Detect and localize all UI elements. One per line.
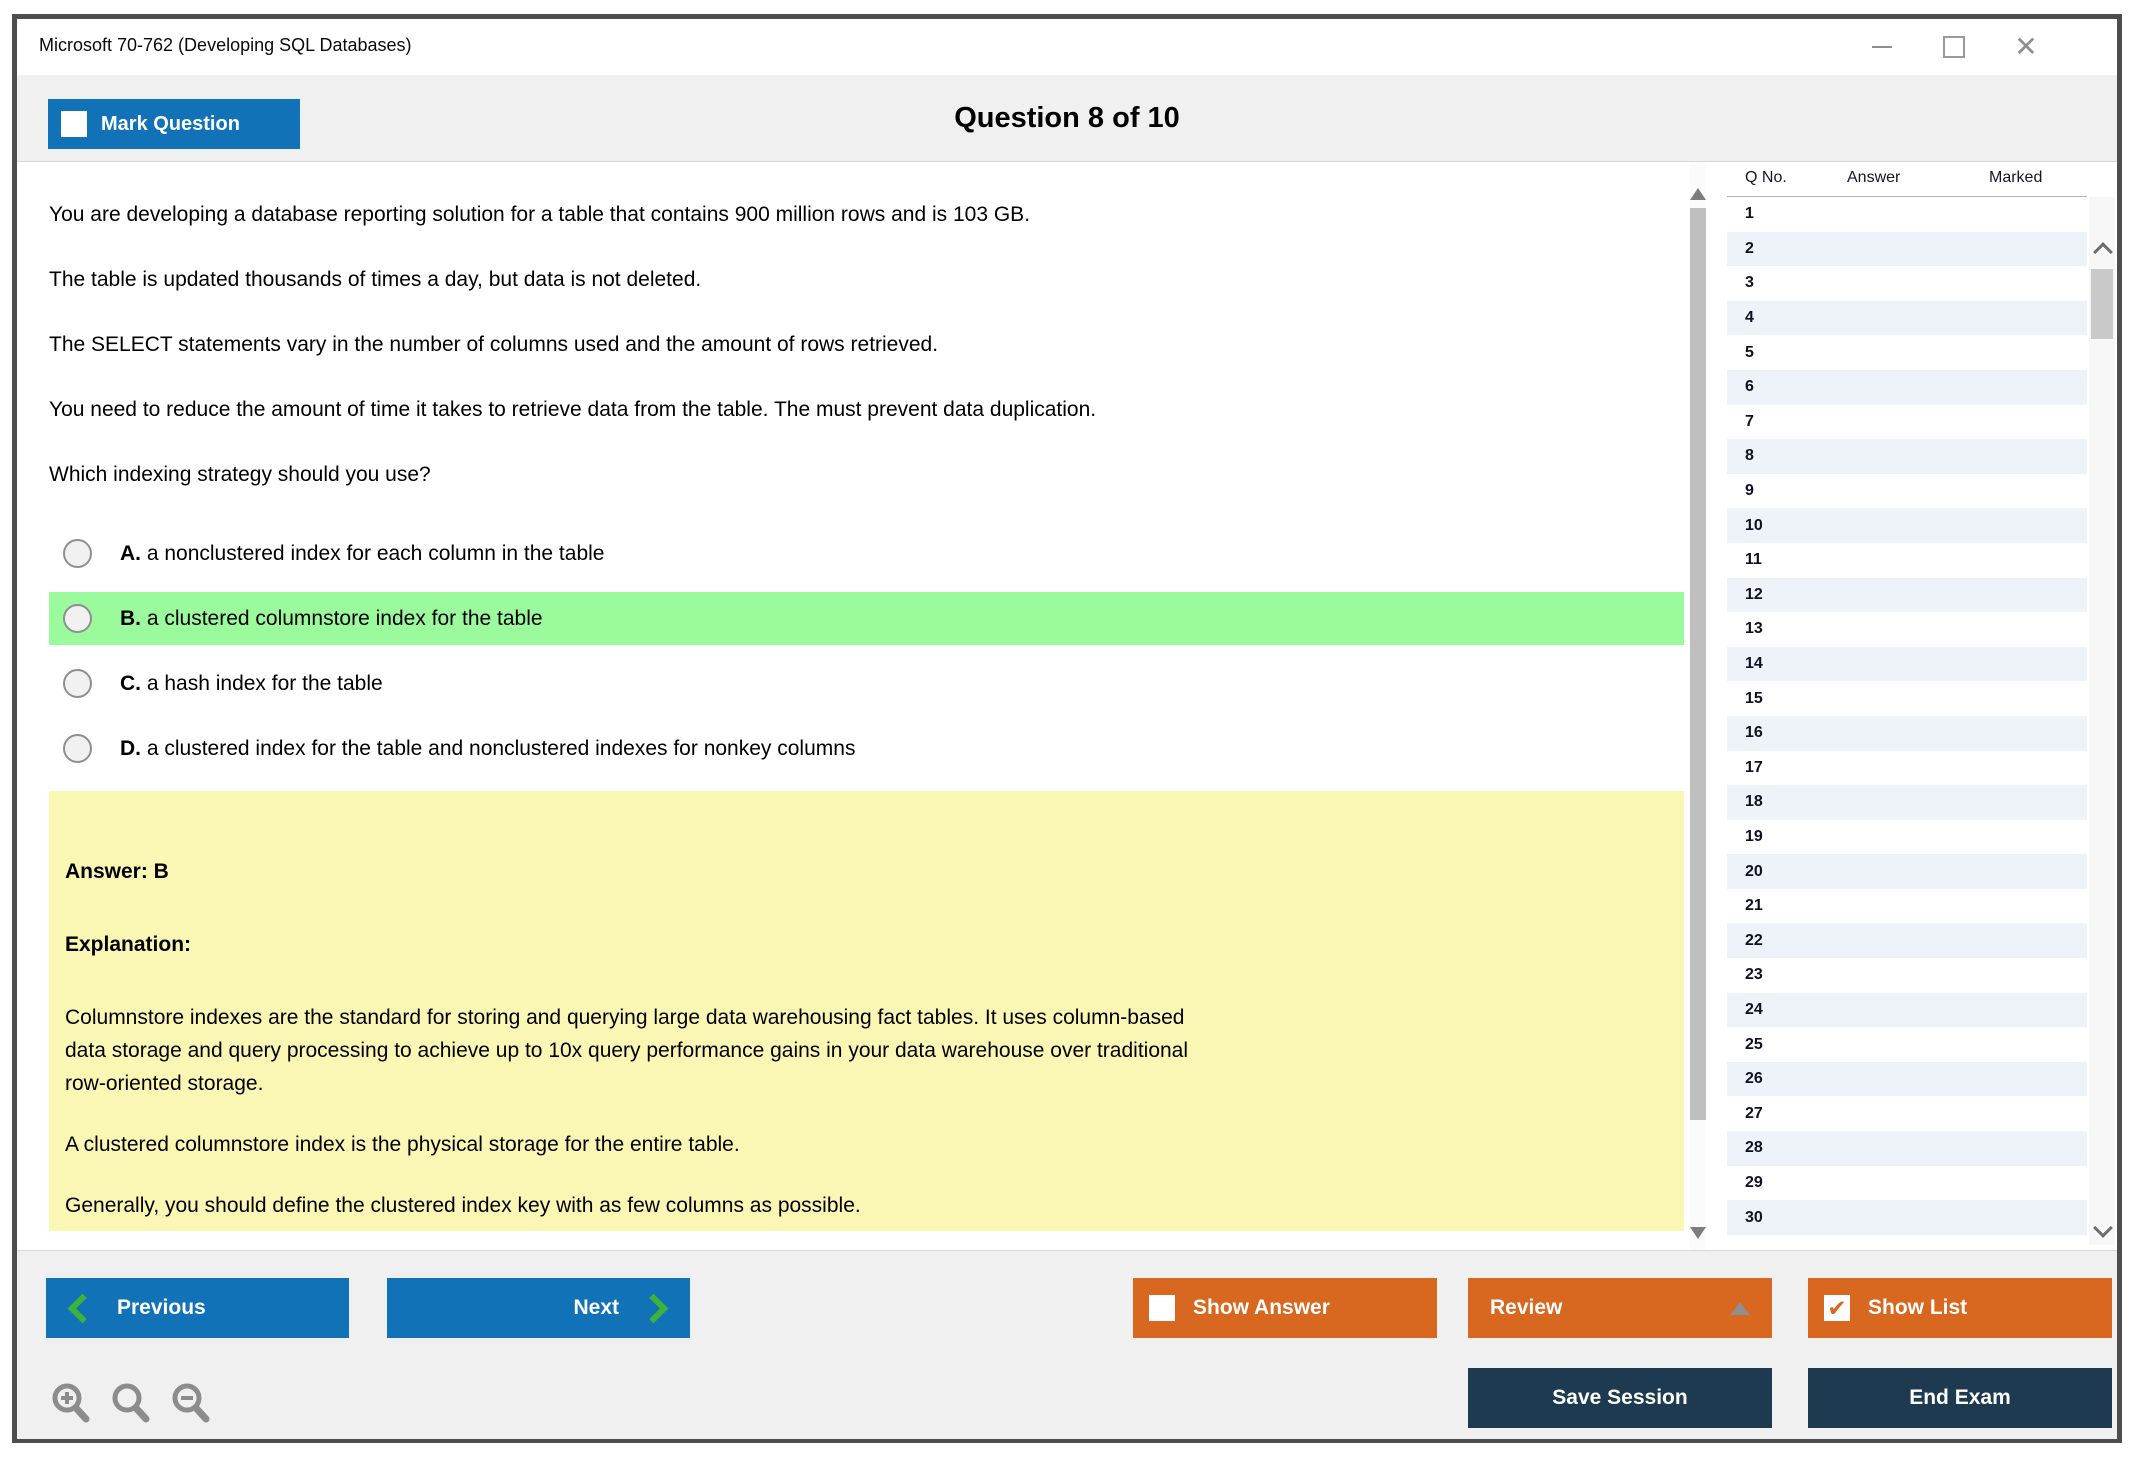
question-number-cell: 18 bbox=[1745, 793, 1763, 811]
question-number-cell: 21 bbox=[1745, 897, 1763, 915]
question-number-cell: 29 bbox=[1745, 1173, 1763, 1191]
question-scrollbar-thumb[interactable] bbox=[1690, 208, 1706, 1120]
table-row[interactable] bbox=[1727, 1062, 2087, 1097]
maximize-button[interactable] bbox=[1941, 34, 1967, 60]
question-number-cell: 7 bbox=[1745, 412, 1754, 430]
question-number-cell: 10 bbox=[1745, 516, 1763, 534]
close-icon: ✕ bbox=[2014, 31, 2038, 62]
question-number-cell: 16 bbox=[1745, 724, 1763, 742]
question-area bbox=[17, 162, 1688, 1251]
question-number-cell: 12 bbox=[1745, 585, 1763, 603]
question-number-cell: 19 bbox=[1745, 827, 1763, 845]
list-scroll-down-icon[interactable] bbox=[2093, 1218, 2113, 1238]
review-button[interactable] bbox=[1468, 1278, 1772, 1338]
question-number-cell: 24 bbox=[1745, 1000, 1763, 1018]
zoom-controls bbox=[48, 1381, 216, 1429]
end-exam-button[interactable] bbox=[1808, 1368, 2112, 1428]
app-window bbox=[12, 14, 2122, 1443]
show-answer-button[interactable] bbox=[1133, 1278, 1437, 1338]
table-row[interactable] bbox=[1727, 958, 2087, 993]
explanation-paragraph: A clustered columnstore index is the physical storage for the entire table. bbox=[65, 1133, 740, 1156]
question-paragraph: Which indexing strategy should you use? bbox=[49, 463, 431, 486]
previous-label: Previous bbox=[117, 1296, 206, 1319]
option-row-a[interactable] bbox=[49, 527, 1684, 580]
table-row[interactable] bbox=[1727, 543, 2087, 578]
question-paragraph: You need to reduce the amount of time it takes to retrieve data from the table. The must prevent data duplication. bbox=[49, 398, 1097, 421]
question-number-cell: 20 bbox=[1745, 862, 1763, 880]
maximize-icon bbox=[1943, 36, 1965, 58]
question-number-cell: 14 bbox=[1745, 655, 1763, 673]
save-session-button[interactable] bbox=[1468, 1368, 1772, 1428]
review-label: Review bbox=[1490, 1296, 1563, 1319]
explanation-box bbox=[49, 791, 1684, 1231]
question-number-cell: 25 bbox=[1745, 1035, 1763, 1053]
show-answer-label: Show Answer bbox=[1193, 1296, 1330, 1319]
question-number-cell: 26 bbox=[1745, 1070, 1763, 1088]
option-label: A. a nonclustered index for each column in the table bbox=[120, 541, 605, 565]
question-scrollbar[interactable] bbox=[1690, 162, 1706, 1251]
question-number-cell: 30 bbox=[1745, 1208, 1763, 1226]
question-text bbox=[49, 202, 1688, 488]
header-band bbox=[17, 75, 2117, 161]
option-radio[interactable] bbox=[63, 734, 92, 763]
column-header-marked: Marked bbox=[1989, 169, 2043, 186]
option-radio[interactable] bbox=[63, 604, 92, 633]
explanation-heading: Explanation: bbox=[65, 933, 192, 956]
close-button[interactable] bbox=[2013, 31, 2039, 62]
window-title: Microsoft 70-762 (Developing SQL Databases) bbox=[39, 35, 412, 55]
question-number-cell: 11 bbox=[1745, 551, 1762, 569]
table-row[interactable] bbox=[1727, 751, 2087, 786]
option-radio[interactable] bbox=[63, 669, 92, 698]
chevron-right-icon bbox=[639, 1293, 669, 1323]
table-row[interactable] bbox=[1727, 854, 2087, 889]
question-list-panel bbox=[1727, 162, 2117, 1251]
question-paragraph: The table is updated thousands of times a day, but data is not deleted. bbox=[49, 268, 702, 291]
option-row-c[interactable] bbox=[49, 657, 1684, 710]
list-scroll-up-icon[interactable] bbox=[2093, 242, 2113, 262]
scroll-up-arrow-icon[interactable] bbox=[1690, 188, 1706, 200]
save-session-label: Save Session bbox=[1552, 1386, 1688, 1409]
show-list-button[interactable] bbox=[1808, 1278, 2112, 1338]
table-row[interactable] bbox=[1727, 578, 2087, 613]
footer-bar bbox=[17, 1250, 2117, 1439]
explanation-paragraph: Columnstore indexes are the standard for storing and querying large data warehousing fact tables. It uses column-based data storage and query processing to achieve up to 10x query performance gains in your data warehouse over traditional row-oriented storage. bbox=[65, 1006, 1189, 1095]
table-row[interactable] bbox=[1727, 335, 2087, 370]
table-row[interactable] bbox=[1727, 1166, 2087, 1201]
question-number-cell: 4 bbox=[1745, 309, 1754, 327]
table-row[interactable] bbox=[1727, 820, 2087, 855]
minimize-icon bbox=[1872, 46, 1892, 48]
table-row[interactable] bbox=[1727, 197, 2087, 232]
table-row[interactable] bbox=[1727, 1027, 2087, 1062]
table-row[interactable] bbox=[1727, 474, 2087, 509]
mark-question-label: Mark Question bbox=[101, 112, 240, 135]
question-paragraph: The SELECT statements vary in the number of columns used and the amount of rows retrieved. bbox=[49, 333, 939, 356]
table-row[interactable] bbox=[1727, 301, 2087, 336]
chevron-left-icon bbox=[68, 1293, 98, 1323]
table-row[interactable] bbox=[1727, 647, 2087, 682]
table-row[interactable] bbox=[1727, 1131, 2087, 1166]
previous-button[interactable] bbox=[46, 1278, 349, 1338]
next-label: Next bbox=[573, 1296, 619, 1319]
option-label: D. a clustered index for the table and nonclustered indexes for nonkey columns bbox=[120, 736, 856, 760]
option-radio[interactable] bbox=[63, 539, 92, 568]
title-bar bbox=[17, 19, 2117, 75]
table-row[interactable] bbox=[1727, 508, 2087, 543]
question-number-cell: 13 bbox=[1745, 620, 1763, 638]
next-button[interactable] bbox=[387, 1278, 690, 1338]
triangle-up-icon bbox=[1730, 1302, 1750, 1315]
option-row-d[interactable] bbox=[49, 722, 1684, 775]
show-list-label: Show List bbox=[1868, 1296, 1968, 1319]
checkmark-icon: ✔ bbox=[1827, 1294, 1847, 1321]
question-number-cell: 6 bbox=[1745, 378, 1754, 396]
answer-line: Answer: B bbox=[65, 860, 169, 883]
table-row[interactable] bbox=[1727, 612, 2087, 647]
question-list-header bbox=[1727, 162, 2087, 197]
table-row[interactable] bbox=[1727, 439, 2087, 474]
option-label: C. a hash index for the table bbox=[120, 671, 383, 695]
mark-question-checkbox[interactable] bbox=[61, 111, 87, 137]
question-list-rows bbox=[1727, 197, 2087, 1235]
zoom-out-icon[interactable] bbox=[168, 1381, 216, 1429]
table-row[interactable] bbox=[1727, 923, 2087, 958]
table-row[interactable] bbox=[1727, 889, 2087, 924]
end-exam-label: End Exam bbox=[1909, 1386, 2011, 1409]
table-row[interactable] bbox=[1727, 1200, 2087, 1235]
scroll-down-arrow-icon[interactable] bbox=[1690, 1227, 1706, 1239]
table-row[interactable] bbox=[1727, 405, 2087, 440]
option-row-b[interactable] bbox=[49, 592, 1684, 645]
question-number-cell: 17 bbox=[1745, 758, 1763, 776]
table-row[interactable] bbox=[1727, 370, 2087, 405]
zoom-in-icon[interactable] bbox=[48, 1381, 96, 1429]
table-row[interactable] bbox=[1727, 232, 2087, 267]
question-number-cell: 27 bbox=[1745, 1104, 1763, 1122]
question-number-cell: 8 bbox=[1745, 447, 1754, 465]
question-number-cell: 15 bbox=[1745, 689, 1763, 707]
minimize-button[interactable] bbox=[1869, 34, 1895, 60]
zoom-reset-icon[interactable] bbox=[108, 1381, 156, 1429]
question-number-cell: 1 bbox=[1745, 205, 1754, 223]
column-header-answer: Answer bbox=[1847, 169, 1901, 186]
question-counter: Question 8 of 10 bbox=[954, 101, 1180, 134]
question-number-cell: 5 bbox=[1745, 343, 1754, 361]
table-row[interactable] bbox=[1727, 266, 2087, 301]
table-row[interactable] bbox=[1727, 785, 2087, 820]
option-label: B. a clustered columnstore index for the table bbox=[120, 606, 543, 630]
show-list-checkbox[interactable] bbox=[1824, 1295, 1850, 1321]
table-row[interactable] bbox=[1727, 1096, 2087, 1131]
explanation-paragraph: Generally, you should define the clustered index key with as few columns as possible. bbox=[65, 1194, 861, 1217]
explanation-body bbox=[65, 1001, 1664, 1222]
question-paragraph: You are developing a database reporting solution for a table that contains 900 million rows and is 103 GB. bbox=[49, 203, 1031, 226]
content-area bbox=[17, 161, 2117, 1251]
options-list bbox=[49, 527, 1684, 775]
table-row[interactable] bbox=[1727, 993, 2087, 1028]
question-number-cell: 2 bbox=[1745, 239, 1754, 257]
table-row[interactable] bbox=[1727, 716, 2087, 751]
column-header-qno: Q No. bbox=[1745, 169, 1787, 186]
mark-question-button[interactable] bbox=[48, 99, 300, 149]
list-scrollbar[interactable] bbox=[2089, 197, 2115, 1245]
question-number-cell: 22 bbox=[1745, 931, 1763, 949]
question-number-cell: 9 bbox=[1745, 482, 1754, 500]
list-scrollbar-thumb[interactable] bbox=[2091, 269, 2113, 339]
table-row[interactable] bbox=[1727, 681, 2087, 716]
question-number-cell: 28 bbox=[1745, 1139, 1763, 1157]
show-answer-checkbox[interactable] bbox=[1149, 1295, 1175, 1321]
window-controls bbox=[1869, 19, 2039, 75]
question-number-cell: 23 bbox=[1745, 966, 1763, 984]
question-number-cell: 3 bbox=[1745, 274, 1754, 292]
